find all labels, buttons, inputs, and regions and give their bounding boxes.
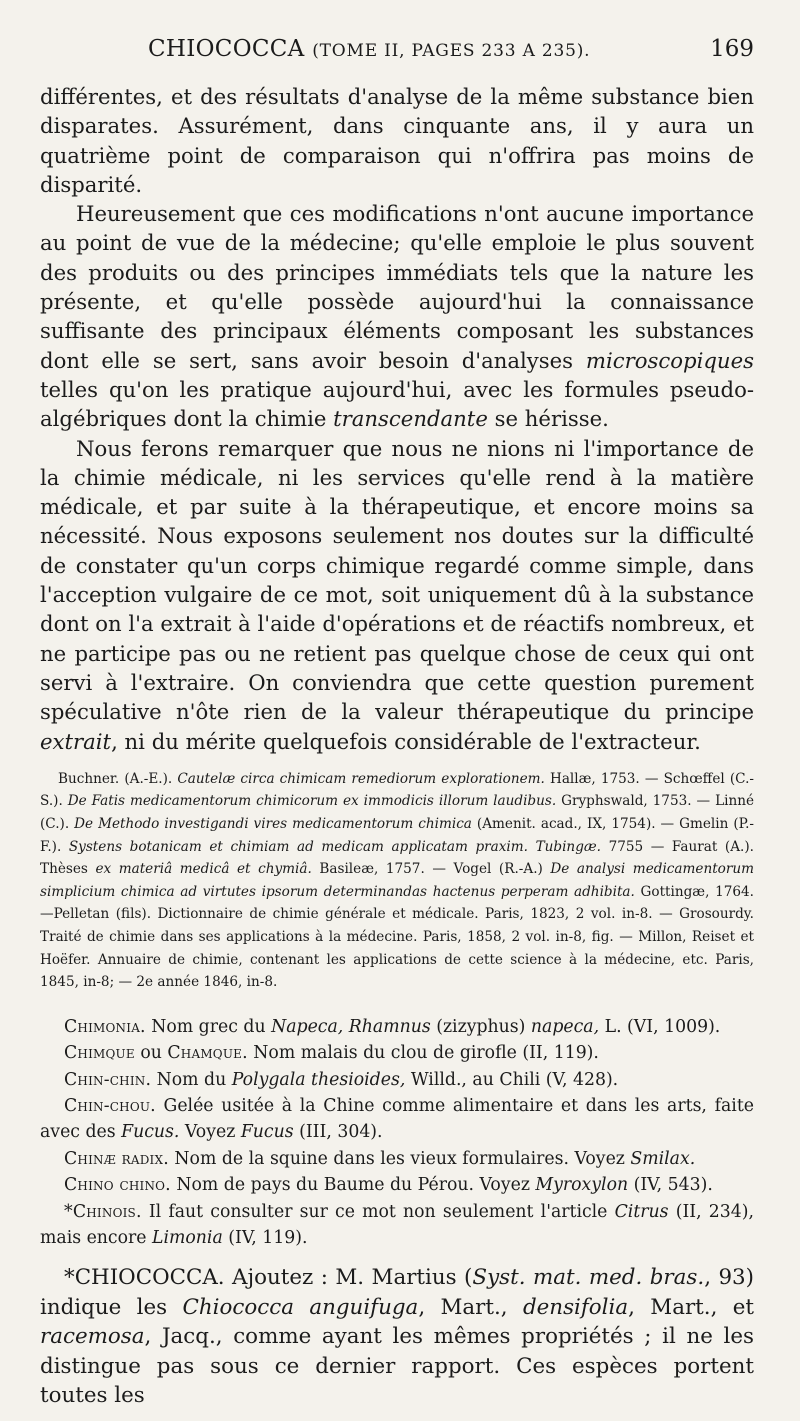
bibliography-text: Buchner. (A.-E.). — [58, 770, 178, 787]
running-title — [148, 36, 590, 62]
chiococca-text: *CHIOCOCCA. Ajoutez : M. Martius ( — [64, 1265, 473, 1291]
running-title-main: CHIOCOCCA — [148, 36, 305, 62]
bibliography-text: Gryphswald, 1753. — Linné (C.). — [40, 793, 754, 833]
entry-text: (III, 304). — [293, 1122, 383, 1143]
paragraph-1: différentes, et des résultats d'analyse de la même substance bien disparates. Assurément, dans cinquante ans, il y aura un quatrième point de comparaison qui n'offrira pas moins de disparité. — [40, 84, 754, 197]
entry-text: Nom malais du clou de girofle (II, 119). — [247, 1043, 599, 1064]
entry-headword: Chin-chou. — [64, 1095, 156, 1116]
main-text — [40, 82, 754, 756]
running-title-rest: (TOME II, PAGES 233 A 235). — [312, 41, 591, 61]
bibliography-text: 7755 — Faurat (A.). Thèses — [40, 838, 754, 878]
entry-headword: Chimque — [64, 1043, 135, 1064]
entry-italic: napeca, — [530, 1016, 600, 1037]
entry-headword: Chino chino. — [64, 1175, 171, 1196]
bibliography-text: Gottingæ, 1764.—Pelletan (fils). Dictionnaire de chimie générale et médicale. Paris, 1823, 2 vol. in-8. — Grosourdy. Traité de chimie dans ses applications à la médecine. Paris, 1858, 2 vol. in-8, fig. — Millon, Reiset et Hoëfer. Annuaire de chimie, contenant les applications de cette science à la médecine, etc. Paris, 1845, in-8; — 2e année 1846, in-8. — [40, 883, 754, 991]
entry-text: Gelée usitée à la Chine comme alimentaire et dans les arts, faite avec des — [40, 1095, 754, 1143]
dictionary-entry — [40, 1040, 754, 1066]
entry-headword: Chamque. — [167, 1043, 248, 1064]
entry-text: Nom du — [151, 1069, 232, 1090]
bibliography-title: De analysi medicamentorum simplicium chimica ad virtutes ipsorum determinandas hactenus perperam adhibita. — [40, 861, 754, 900]
chiococca-italic: Chiococca anguifuga — [182, 1294, 419, 1320]
dictionary-entry — [40, 1172, 754, 1198]
entry-italic: Polygala thesioides, — [231, 1069, 406, 1090]
bibliography-title: De Fatis medicamentorum chimicorum ex immodicis illorum laudibus. — [67, 793, 557, 810]
paragraph-2 — [40, 199, 754, 433]
italic-term: microscopiques — [585, 347, 754, 373]
chiococca-text: , 93) indique les — [40, 1265, 755, 1320]
entry-text: (IV, 543). — [628, 1175, 713, 1196]
dictionary-entry — [40, 1199, 754, 1252]
bibliography-title: Cautelæ circa chimicam remediorum explorationem. — [177, 770, 545, 787]
chiococca-text: , Mart., et — [628, 1294, 755, 1320]
entry-text: ou — [134, 1043, 168, 1064]
bibliography-title: Systens botanicam et chimiam ad medicam applicatam praxim. Tubingæ. — [68, 838, 601, 855]
entry-italic: Napeca, Rhamnus — [271, 1016, 431, 1037]
bibliography-text: Basileæ, 1757. — Vogel (R.-A.) — [311, 861, 551, 878]
entry-italic: Smilax. — [630, 1148, 696, 1169]
entry-text: (zizyphus) — [430, 1016, 531, 1037]
bibliography-title: De Methodo investigandi vires medicamentorum chimica — [74, 816, 472, 833]
entry-headword: Chimonia. — [64, 1016, 146, 1037]
entry-text: Nom grec du — [145, 1016, 272, 1037]
chiococca-italic: densifolia — [522, 1294, 629, 1320]
entry-text: Nom de la squine dans les vieux formulaires. Voyez — [168, 1148, 631, 1169]
dictionary-entry — [40, 1067, 754, 1093]
entry-italic: Myroxylon — [535, 1175, 629, 1196]
running-header — [40, 0, 754, 62]
chiococca-text: , Mart., — [418, 1294, 523, 1320]
entry-italic: Limonia — [152, 1228, 223, 1249]
entry-text: Nom de pays du Baume du Pérou. Voyez — [170, 1175, 536, 1196]
dictionary-entries — [40, 1014, 754, 1252]
entry-text: (IV, 119). — [222, 1228, 308, 1249]
paragraph-2-text: telles qu'on les pratique aujourd'hui, avec les formules pseudo-algébriques dont la chimie — [40, 376, 754, 432]
italic-term: transcendante — [333, 406, 488, 432]
chiococca-italic: Syst. mat. med. bras. — [472, 1265, 705, 1291]
bibliography — [40, 768, 754, 994]
entry-italic: Citrus — [614, 1201, 669, 1222]
chiococca-italic: racemosa — [40, 1324, 145, 1350]
dictionary-entry — [40, 1146, 754, 1172]
entry-headword: *Chinois. — [64, 1201, 142, 1222]
chiococca-text: , Jacq., comme ayant les mêmes propriétés ; il ne les distingue pas sous ce dernier rapport. Ces espèces portent toutes les — [40, 1324, 754, 1409]
chiococca-paragraph — [40, 1263, 754, 1410]
paragraph-3-text: , ni du mérite quelquefois considérable de l'extracteur. — [111, 728, 701, 754]
paragraph-3-text: Nous ferons remarquer que nous ne nions ni l'importance de la chimie médicale, ni les services qu'elle rend à la matière médicale, et par suite à la thérapeutique, et encore moins sa nécessité. Nous exposons seulement nos doutes sur la difficulté de constater qu'un corps chimique regardé comme simple, dans l'acception vulgaire de ce mot, soit uniquement dû à la substance dont on l'a extrait à l'aide d'opérations et de réactifs nombreux, et ne participe pas ou ne retient pas quelque chose de ceux qui ont servi à l'extraire. On conviendra que cette question purement spéculative n'ôte rien de la valeur thérapeutique du principe — [40, 435, 754, 725]
entry-headword: Chin-chin. — [64, 1069, 152, 1090]
entry-text: Voyez — [179, 1122, 241, 1143]
entry-italic: Fucus. — [121, 1122, 180, 1143]
bibliography-text: (Amenit. acad., IX, 1754). — Gmelin (P.-F.). — [40, 816, 754, 855]
dictionary-entry — [40, 1093, 754, 1146]
paragraph-3 — [40, 434, 754, 756]
dictionary-entry — [40, 1014, 754, 1040]
entry-headword: Chinæ radix. — [64, 1148, 169, 1169]
italic-term: extrait — [40, 728, 112, 754]
entry-text: Il faut consulter sur ce mot non seulement l'article — [141, 1201, 615, 1222]
entry-text: L. (VI, 1009). — [599, 1016, 721, 1037]
entry-text: Willd., au Chili (V, 428). — [405, 1069, 619, 1090]
paragraph-2-text: se hérisse. — [487, 406, 609, 432]
entry-text: (II, 234), mais encore — [40, 1201, 754, 1249]
bibliography-title: ex materiâ medicâ et chymiâ. — [95, 861, 312, 878]
chiococca-entry — [40, 1263, 754, 1410]
bibliography-text: Hallæ, 1753. — Schœffel (C.-S.). — [40, 770, 754, 810]
paragraph-2-text: Heureusement que ces modifications n'ont aucune importance au point de vue de la médecine; qu'elle emploie le plus souvent des produits ou des principes immédiats tels que la nature les présente, et qu'elle possède aujourd'hui la connaissance suffisante des principaux éléments composant les substances dont elle se sert, sans avoir besoin d'analyses — [40, 201, 754, 373]
page-number: 169 — [710, 36, 754, 62]
entry-italic: Fucus — [240, 1122, 294, 1143]
